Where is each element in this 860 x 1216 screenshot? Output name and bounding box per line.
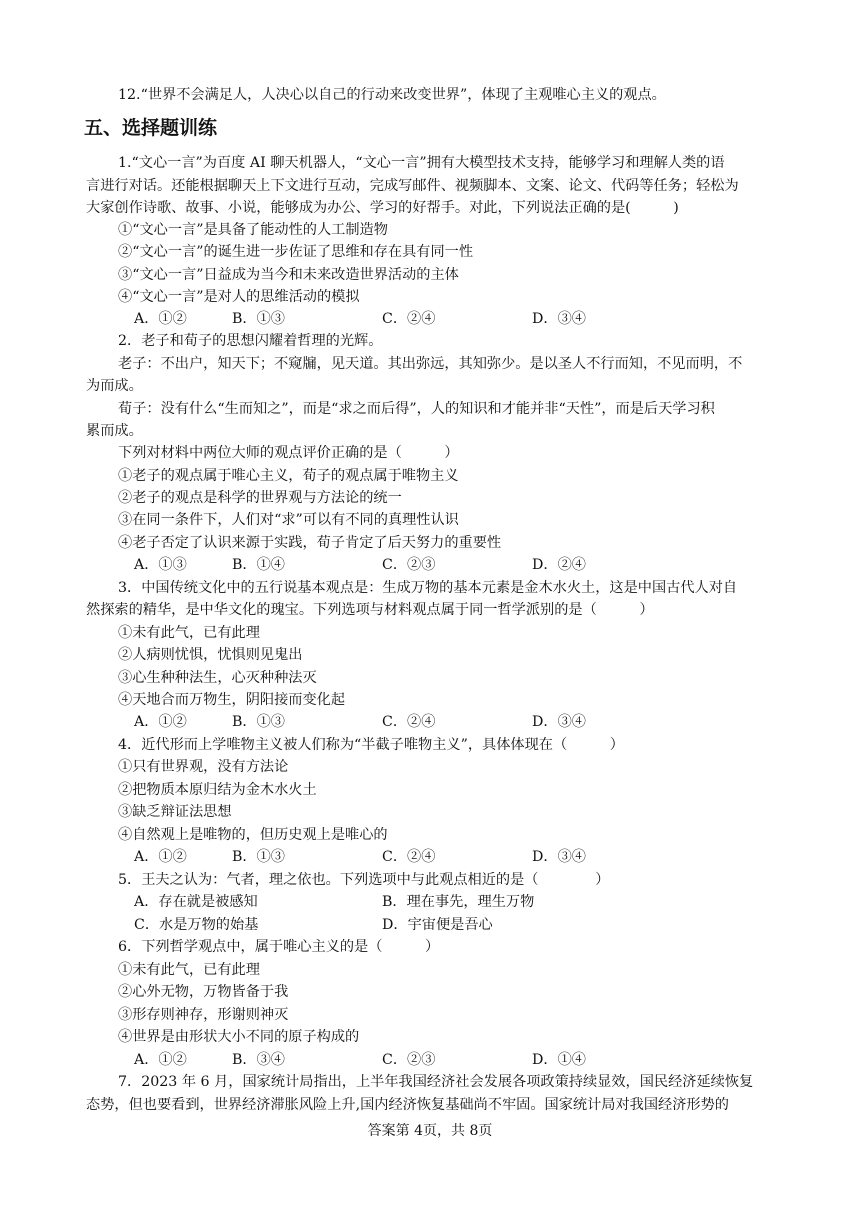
statement-12: 12.“世界不会满足人，人决心以自己的行动来改变世界”，体现了主观唯心主义的观点。 — [118, 87, 666, 103]
q2-item: ④老子否定了认识来源于实践，荀子肯定了后天努力的重要性 — [118, 535, 502, 551]
q2-item: ③在同一条件下，人们对“求”可以有不同的真理性认识 — [118, 512, 459, 528]
q3-option-d: D．③④ — [532, 714, 586, 730]
q2-item: ②老子的观点是科学的世界观与方法论的统一 — [118, 490, 402, 506]
q6-option-d: D．①④ — [532, 1052, 586, 1068]
q6-item: ②心外无物，万物皆备于我 — [118, 984, 289, 1000]
q2-option-b: B．①④ — [232, 557, 285, 573]
q5-option-b: B．理在事先，理生万物 — [382, 894, 535, 910]
q6-item: ③形存则神存，形谢则神灭 — [118, 1007, 289, 1023]
q2-laozi-line: 老子：不出户，知天下；不窥牖，见天道。其出弥远，其知弥少。是以圣人不行而知，不见而明，不 — [118, 356, 743, 372]
q4-item: ④自然观上是唯物的，但历史观上是唯心的 — [118, 827, 388, 843]
q4-option-d: D．③④ — [532, 849, 586, 865]
q3-item: ④天地合而万物生，阴阳接而变化起 — [118, 692, 346, 708]
q3-stem-line: 3．中国传统文化中的五行说基本观点是：生成万物的基本元素是金木水火土，这是中国古代人对自 — [118, 580, 738, 596]
q6-item: ④世界是由形状大小不同的原子构成的 — [118, 1029, 360, 1045]
q1-option-d: D．③④ — [532, 311, 586, 327]
q1-option-c: C．②④ — [382, 311, 436, 327]
q6-option-c: C．②③ — [382, 1052, 436, 1068]
q3-option-c: C．②④ — [382, 714, 436, 730]
q6-option-b: B．③④ — [232, 1052, 285, 1068]
q1-option-a: A．①② — [134, 311, 187, 327]
q7-stem-line: 态势，但也要看到，世界经济滞胀风险上升,国内经济恢复基础尚不牢固。国家统计局对我国经济形势的 — [86, 1097, 729, 1113]
q4-option-a: A．①② — [134, 849, 187, 865]
q4-item: ①只有世界观，没有方法论 — [118, 759, 289, 775]
q5-option-d: D．宇宙便是吾心 — [382, 917, 493, 933]
q1-item: ④“文心一言”是对人的思维活动的模拟 — [118, 289, 360, 305]
q3-stem-line: 然探索的精华，是中华文化的瑰宝。下列选项与材料观点属于同一哲学派别的是（ ） — [86, 602, 654, 618]
page-footer: 答案第 4页，共 8页 — [367, 1123, 493, 1139]
q2-xunzi-line: 荀子：没有什么“生而知之”，而是“求之而后得”，人的知识和才能并非“天性”，而是后天学习积 — [118, 401, 715, 417]
q3-item: ②人病则忧惧，忧惧则见鬼出 — [118, 647, 303, 663]
q2-option-c: C．②③ — [382, 557, 436, 573]
q4-item: ③缺乏辩证法思想 — [118, 804, 232, 820]
q5-option-a: A．存在就是被感知 — [134, 894, 258, 910]
q5-stem-line: 5．王夫之认为：气者，理之依也。下列选项中与此观点相近的是（ ） — [118, 872, 610, 888]
q3-item: ③心生种种法生，心灭种种法灭 — [118, 670, 317, 686]
q5-option-c: C．水是万物的始基 — [134, 917, 259, 933]
q6-stem-line: 6．下列哲学观点中，属于唯心主义的是（ ） — [118, 939, 440, 955]
q1-stem-line: 言进行对话。还能根据聊天上下文进行互动，完成写邮件、视频脚本、文案、论文、代码等任务；轻松为 — [86, 178, 739, 194]
q1-stem-line: 1.“文心一言”为百度 AI 聊天机器人，“文心一言”拥有大模型技术支持，能够学习和理解人类的语 — [118, 155, 725, 171]
q2-question: 下列对材料中两位大师的观点评价正确的是（ ） — [118, 445, 459, 461]
q1-stem-line: 大家创作诗歌、故事、小说，能够成为办公、学习的好帮手。对此，下列说法正确的是( ) — [86, 200, 679, 216]
q2-stem-line: 2．老子和荀子的思想闪耀着哲理的光辉。 — [118, 333, 383, 349]
q4-stem-line: 4．近代形而上学唯物主义被人们称为“半截子唯物主义”，具体体现在（ ） — [118, 737, 624, 753]
q2-item: ①老子的观点属于唯心主义，荀子的观点属于唯物主义 — [118, 468, 459, 484]
q3-item: ①未有此气，已有此理 — [118, 625, 260, 641]
q2-laozi-line: 为而成。 — [86, 378, 143, 394]
q4-option-b: B．①③ — [232, 849, 285, 865]
q3-option-b: B．①③ — [232, 714, 285, 730]
q2-option-d: D．②④ — [532, 557, 586, 573]
q1-option-b: B．①③ — [232, 311, 285, 327]
q2-xunzi-line: 累而成。 — [86, 423, 143, 439]
q3-option-a: A．①② — [134, 714, 187, 730]
q1-item: ③“文心一言”日益成为当今和未来改造世界活动的主体 — [118, 267, 459, 283]
section-title: 五、选择题训练 — [84, 117, 218, 139]
q4-item: ②把物质本原归结为金木水火土 — [118, 782, 317, 798]
q6-item: ①未有此气，已有此理 — [118, 962, 260, 978]
q1-item: ①“文心一言”是具备了能动性的人工制造物 — [118, 222, 388, 238]
q1-item: ②“文心一言”的诞生进一步佐证了思维和存在具有同一性 — [118, 244, 474, 260]
q2-option-a: A．①③ — [134, 557, 187, 573]
q4-option-c: C．②④ — [382, 849, 436, 865]
q7-stem-line: 7．2023 年 6 月，国家统计局指出，上半年我国经济社会发展各项政策持续显效，国民经济延续恢复 — [118, 1074, 754, 1090]
q6-option-a: A．①② — [134, 1052, 187, 1068]
